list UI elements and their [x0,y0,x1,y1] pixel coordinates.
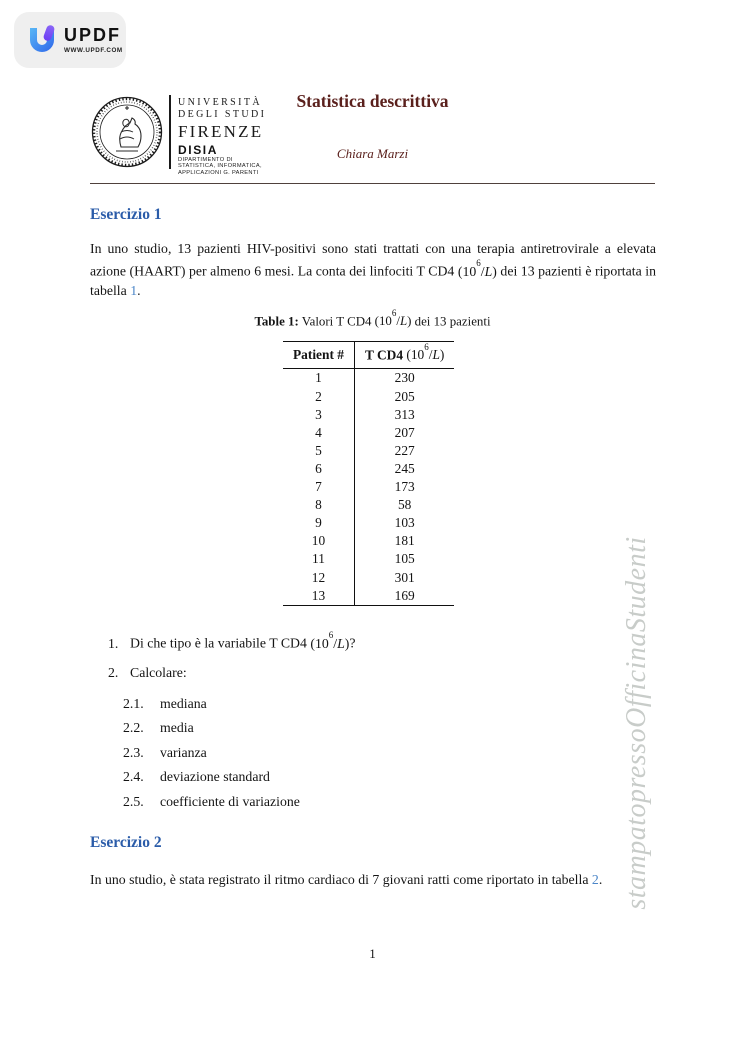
table-header-patient: Patient # [283,342,354,369]
exercise2-text-end: . [598,872,603,887]
table-row [283,569,454,587]
math-exponent: 6 [391,307,397,318]
patient-cell: 10 [283,532,354,550]
math-open: (10 [406,347,425,363]
table-row [283,406,454,424]
exercise2-text-a: In uno studio, è stata registrato il ritmo cardiaco di 7 giovani ratti come riportato in tabella [90,872,592,887]
table-row [283,587,454,606]
table1-caption [90,307,655,329]
value-cell: 227 [394,442,415,458]
math-slash: / [480,263,485,279]
table-row [283,550,454,568]
subquestion-2-2-number: 2.2. [123,720,144,735]
patient-cell: 13 [283,587,354,606]
table1-caption-b: dei 13 pazienti [411,314,491,329]
table2-reference-link[interactable]: 2 [591,872,599,887]
table1-caption-label: Table 1: [254,314,299,329]
patient-cell: 11 [283,550,354,568]
table-header-tcd4 [354,342,454,369]
value-cell: 173 [394,479,415,495]
value-cell: 105 [394,551,415,567]
section-heading-esercizio-2: Esercizio 2 [90,834,162,851]
question-1-number: 1. [108,635,119,651]
table1-reference-link[interactable]: 1 [130,282,138,298]
patient-cell: 7 [283,478,354,496]
header-rule [90,183,655,184]
tcd4-table [283,341,454,606]
exercise1-text-a: In uno studio, 13 pazienti HIV-positivi sono stati trattati con una terapia antiretrovirale a elevata azione (HAART) per almeno 6 mesi. La conta dei linfociti T CD4 [90,241,656,279]
subquestion-2-2 [123,720,194,736]
value-cell: 230 [394,370,415,386]
exercise2-paragraph [90,870,656,889]
patient-cell: 6 [283,460,354,478]
subquestion-2-4 [123,769,270,785]
updf-brand-label: UPDF [64,24,121,45]
subquestion-2-3-label: varianza [160,745,207,760]
patient-cell: 8 [283,496,354,514]
patient-cell: 12 [283,569,354,587]
value-cell: 207 [394,424,415,440]
math-variable: L [399,314,408,329]
table-row [283,442,454,460]
math-variable: L [484,263,493,279]
subquestion-2-1 [123,696,207,712]
table-row [283,478,454,496]
table-header-tcd4-label: T CD4 [364,347,407,363]
university-name-line2: DEGLI STUDI [178,109,267,120]
value-cell: 301 [394,569,415,585]
subquestion-2-4-number: 2.4. [123,769,144,784]
subquestion-2-2-label: media [160,720,194,735]
patient-cell: 2 [283,388,354,406]
patient-cell: 4 [283,424,354,442]
value-cell: 58 [397,497,412,513]
math-close: ) [407,314,412,329]
math-slash: / [396,314,400,329]
subquestion-2-5-label: coefficiente di variazione [160,794,300,809]
table1-caption-a: Valori T CD4 [298,314,375,329]
department-acronym: DISIA [178,143,219,157]
table-row [283,388,454,406]
subquestion-2-3 [123,745,207,761]
updf-logo-icon [27,22,57,59]
subquestion-2-5 [123,794,300,810]
subquestion-2-5-number: 2.5. [123,794,144,809]
subquestion-2-4-label: deviazione standard [160,769,270,784]
question-2 [108,665,187,681]
university-name-line1: UNIVERSITÀ [178,97,262,108]
document-title: Statistica descrittiva [296,91,449,111]
question-1 [108,629,356,652]
math-close: ) [344,635,350,651]
subquestion-2-3-number: 2.3. [123,745,144,760]
value-cell: 169 [394,587,415,603]
tcd4-unit-caption [374,307,412,329]
question-1-text: Di che tipo è la variabile T CD4 [130,635,311,651]
math-slash: / [333,635,338,651]
value-cell: 103 [394,515,415,531]
exercise1-paragraph [90,239,656,300]
patient-cell: 3 [283,406,354,424]
question-1-end: ? [349,635,356,651]
updf-watermark-badge [14,12,126,68]
value-cell: 205 [394,388,415,404]
math-exponent: 6 [328,629,334,640]
section-heading-esercizio-1: Esercizio 1 [90,206,162,223]
university-city: FIRENZE [178,122,264,141]
math-open: (10 [374,314,392,329]
value-cell: 313 [394,406,415,422]
print-shop-watermark: stampatopressoOfficinaStudenti [621,536,652,910]
math-close: ) [439,347,445,363]
subquestion-2-1-label: mediana [160,696,207,711]
document-author: Chiara Marzi [336,146,409,161]
math-exponent: 6 [476,257,481,268]
patient-cell: 1 [283,369,354,388]
patient-cell: 5 [283,442,354,460]
table-row [283,496,454,514]
table-row [283,424,454,442]
department-sub-line1: DIPARTIMENTO DI [178,157,233,163]
value-cell: 245 [394,460,415,476]
department-sub-line2: STATISTICA, INFORMATICA, [178,163,262,170]
math-open: (10 [310,635,329,651]
math-variable: L [337,635,345,651]
department-sub-line3: APPLICAZIONI G. PARENTI [178,169,259,176]
subquestion-2-1-number: 2.1. [123,696,144,711]
exercise1-text-b: dei 13 pazienti è riportata in tabella [90,263,656,298]
math-open: (10 [457,263,477,279]
math-slash: / [428,347,433,363]
table-row [283,532,454,550]
math-variable: L [432,347,440,363]
math-close: ) [492,263,497,279]
patient-cell: 9 [283,514,354,532]
tcd4-unit-q1 [310,629,350,651]
math-exponent: 6 [424,341,429,352]
exercise1-text-end: . [137,282,141,298]
tcd4-unit-header [406,341,445,363]
question-2-text: Calcolare: [130,665,187,680]
table-row [283,369,454,388]
question-2-number: 2. [108,665,119,680]
value-cell: 181 [394,533,415,549]
page-number: 1 [369,946,376,961]
table-row [283,460,454,478]
updf-site-label: WWW.UPDF.COM [64,46,123,54]
table-row [283,514,454,532]
tcd4-unit-inline [457,257,497,279]
table-header-row [283,342,454,369]
